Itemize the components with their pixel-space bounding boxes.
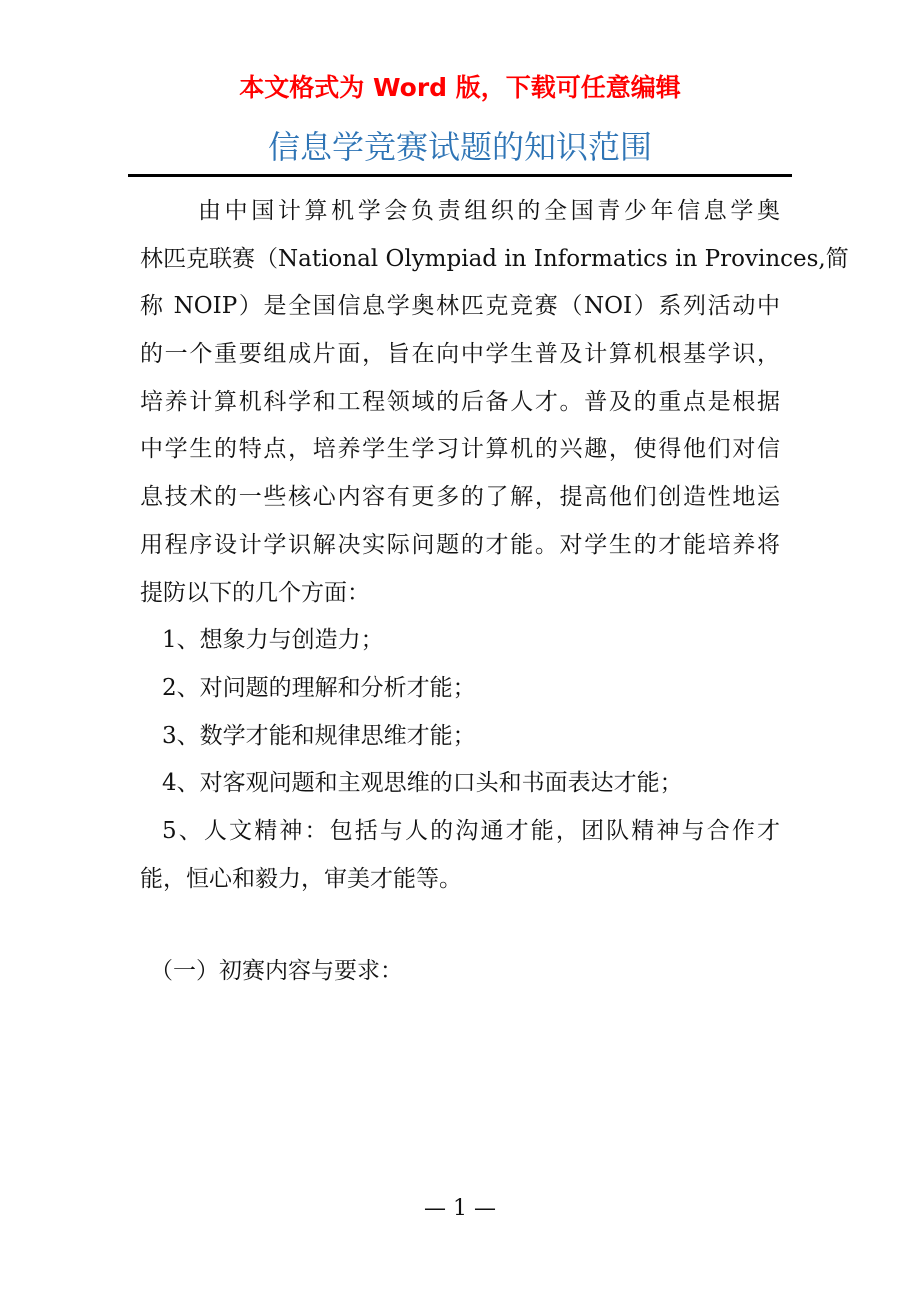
paragraph-line: 息技术的一些核心内容有更多的了解，提高他们创造性地运: [140, 484, 780, 511]
paragraph-line: 用程序设计学识解决实际问题的才能。对学生的才能培养将: [140, 531, 780, 558]
page-number: — 1 —: [424, 1196, 496, 1221]
list-item: 2、对问题的理解和分析才能；: [162, 674, 476, 701]
document-title: 信息学竞赛试题的知识范围: [267, 128, 652, 166]
paragraph-line: 中学生的特点，培养学生学习计算机的兴趣，使得他们对信: [140, 436, 780, 463]
paragraph-line: 由中国计算机学会负责组织的全国青少年信息学奥: [198, 198, 780, 224]
list-item: 5、人文精神：包括与人的沟通才能，团队精神与合作才: [162, 817, 780, 844]
format-notice-banner: 本文格式为 Word 版，下载可任意编辑: [239, 73, 681, 102]
list-item: 4、对客观问题和主观思维的口头和书面表达才能；: [162, 770, 683, 797]
title-divider: [128, 174, 792, 177]
document-body: [140, 188, 849, 903]
list-item: 3、数学才能和规律思维才能；: [162, 722, 476, 749]
list-item-continuation: 能，恒心和毅力，审美才能等。: [140, 865, 462, 892]
section-heading: （一）初赛内容与要求：: [150, 958, 403, 984]
paragraph-line: 培养计算机科学和工程领域的后备人才。普及的重点是根据: [140, 388, 780, 415]
paragraph-line: 提防以下的几个方面：: [140, 579, 370, 606]
paragraph-line: 的一个重要组成片面，旨在向中学生普及计算机根基学识，: [140, 341, 780, 368]
list-item: 1、想象力与创造力；: [162, 627, 384, 654]
paragraph-line: 称 NOIP）是全国信息学奥林匹克竞赛（NOI）系列活动中: [140, 293, 780, 320]
paragraph-line: 林匹克联赛（National Olympiad in Informatics in Provinces,简: [140, 245, 849, 272]
